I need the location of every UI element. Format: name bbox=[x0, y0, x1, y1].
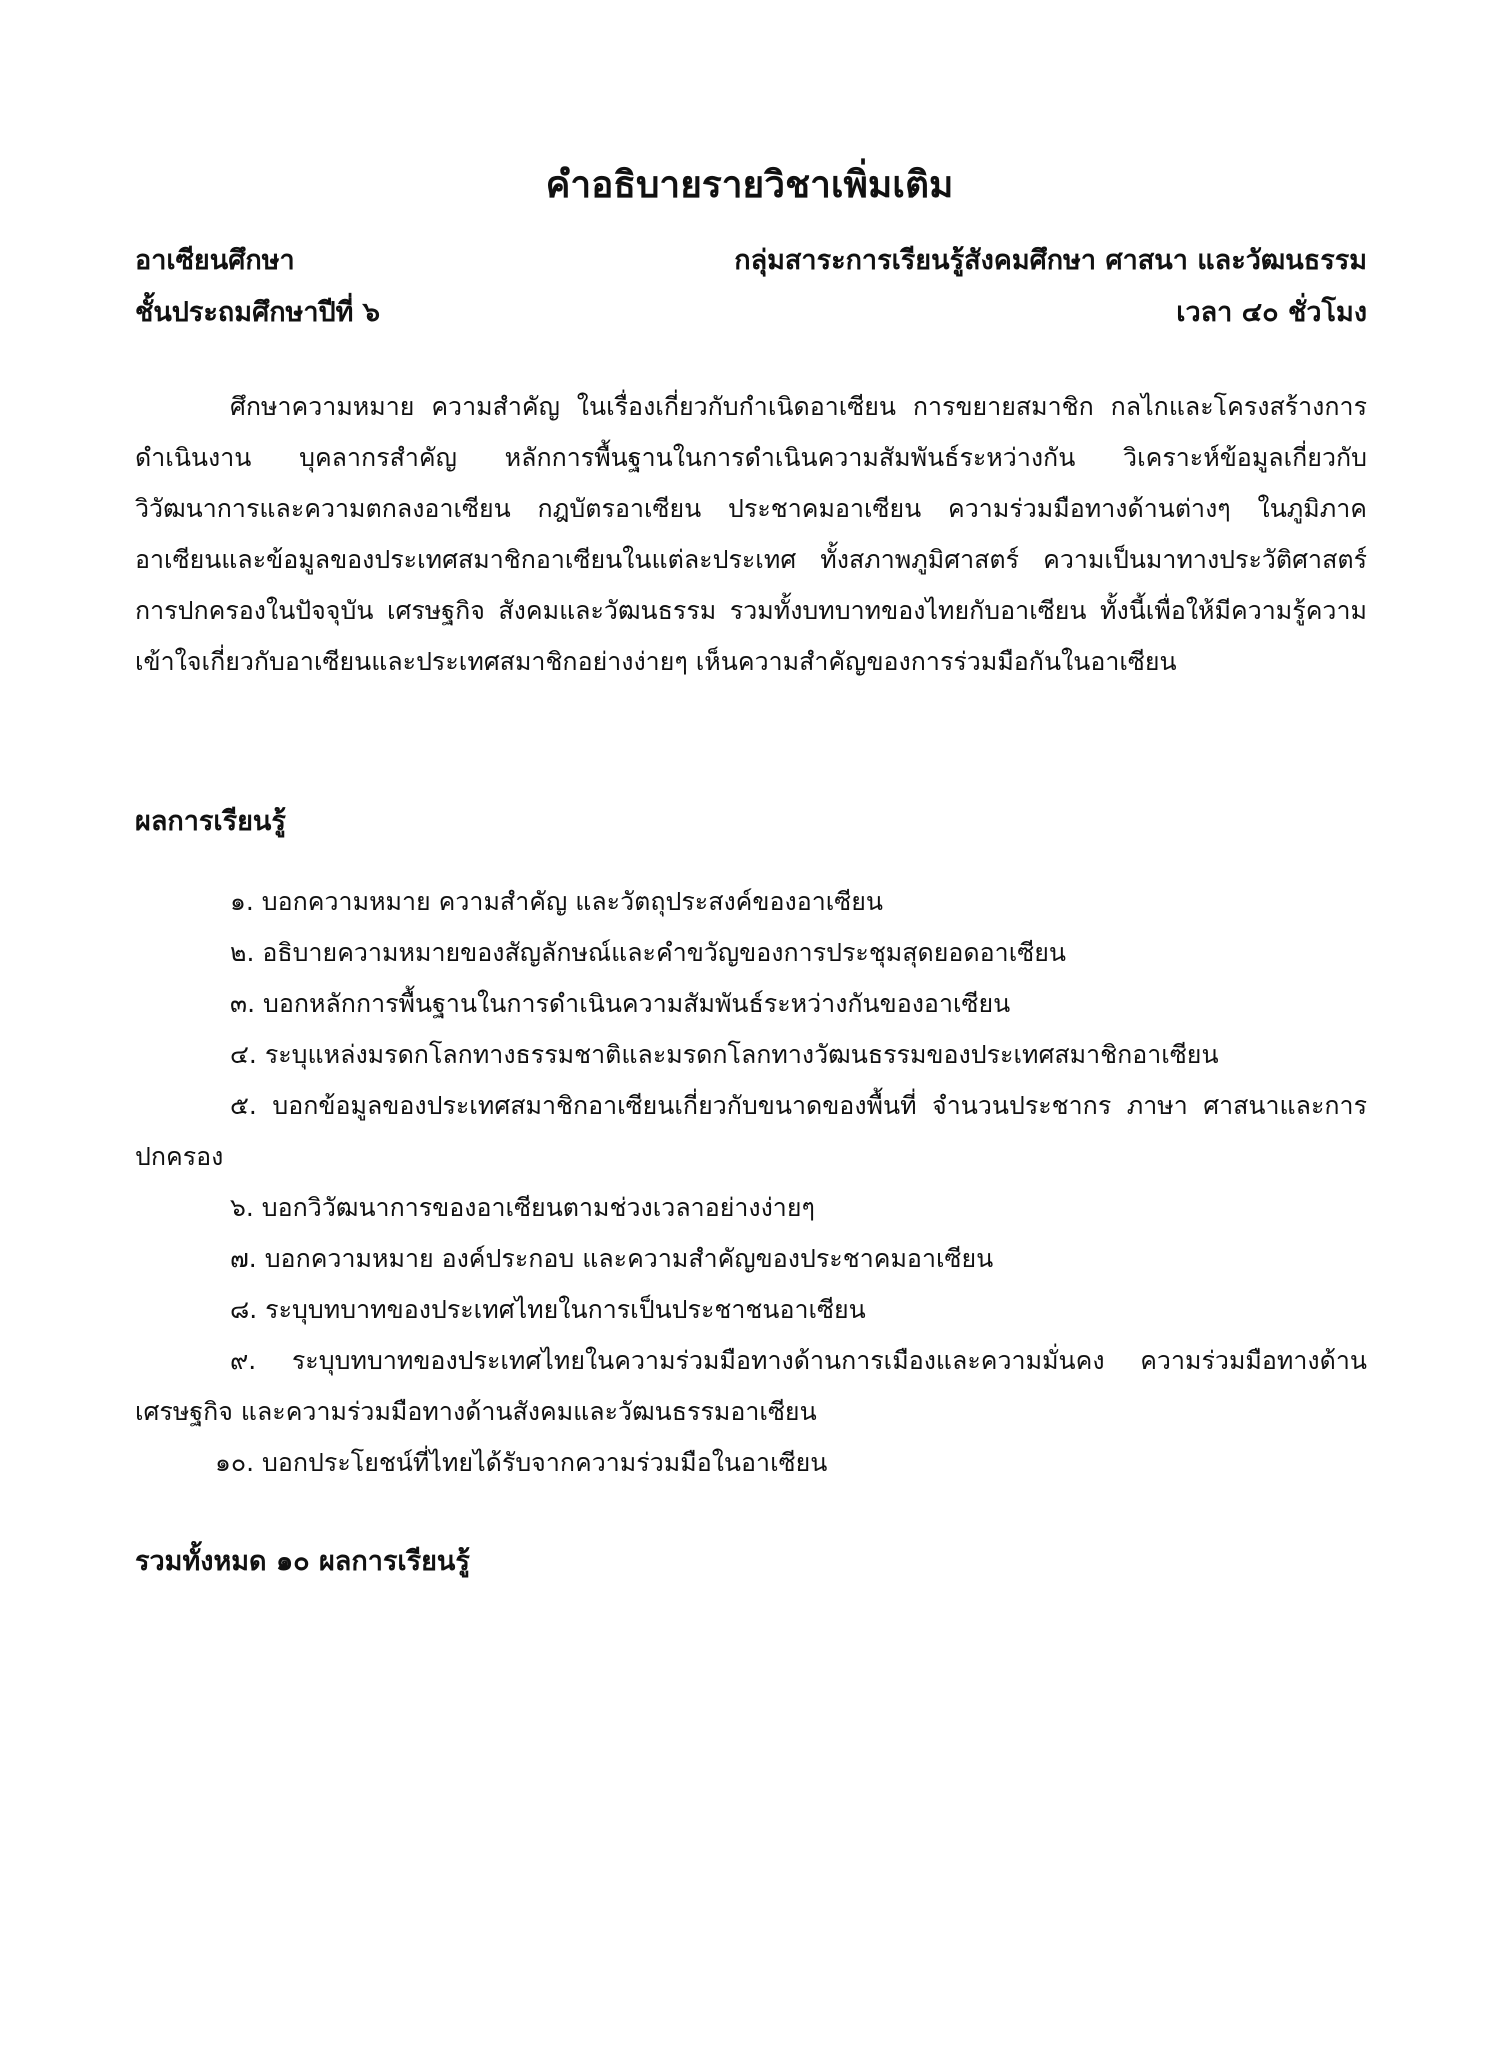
outcome-item: ๕. บอกข้อมูลของประเทศสมาชิกอาเซียนเกี่ยวกับขนาดของพื้นที่ จำนวนประชากร ภาษา ศาสนาและการปกครอง bbox=[135, 1091, 1367, 1171]
course-description: ศึกษาความหมาย ความสำคัญ ในเรื่องเกี่ยวกับกำเนิดอาเซียน การขยายสมาชิก กลไกและโครงสร้างการดำเนินงาน บุคลากรสำคัญ หลักการพื้นฐานในการดำเนินความสัมพันธ์ระหว่างกัน วิเคราะห์ข้อมูลเกี่ยวกับวิวัฒนาการและความตกลงอาเซียน กฎบัตรอาเซียน ประชาคมอาเซียน ความร่วมมือทางด้านต่างๆ ในภูมิภาคอาเซียนและข้อมูลของประเทศสมาชิกอาเซียนในแต่ละประเทศ ทั้งสภาพภูมิศาสตร์ ความเป็นมาทางประวัติศาสตร์ การปกครองในปัจจุบัน เศรษฐกิจ สังคมและวัฒนธรรม รวมทั้งบทบาทของไทยกับอาเซียน ทั้งนี้เพื่อให้มีความรู้ความเข้าใจเกี่ยวกับอาเซียนและประเทศสมาชิกอย่างง่ายๆ เห็นความสำคัญของการร่วมมือกันในอาเซียน bbox=[135, 392, 1367, 676]
outcomes-heading: ผลการเรียนรู้ bbox=[135, 806, 286, 837]
subject-group: กลุ่มสาระการเรียนรู้สังคมศึกษา ศาสนา และวัฒนธรรม bbox=[734, 245, 1367, 276]
course-duration: เวลา ๔๐ ชั่วโมง bbox=[1176, 297, 1367, 328]
course-header-row-2 bbox=[135, 293, 1367, 333]
outcomes-list bbox=[135, 876, 1367, 1488]
outcome-item: ๓. บอกหลักการพื้นฐานในการดำเนินความสัมพันธ์ระหว่างกันของอาเซียน bbox=[230, 989, 1011, 1018]
outcome-item: ๑๐. บอกประโยชน์ที่ไทยได้รับจากความร่วมมือในอาเซียน bbox=[215, 1448, 828, 1477]
course-header-row-1 bbox=[135, 241, 1367, 281]
outcomes-total: รวมทั้งหมด ๑๐ ผลการเรียนรู้ bbox=[135, 1546, 470, 1577]
document-title: คำอธิบายรายวิชาเพิ่มเติม bbox=[545, 163, 954, 206]
outcome-item: ๒. อธิบายความหมายของสัญลักษณ์และคำขวัญของการประชุมสุดยอดอาเซียน bbox=[230, 938, 1066, 967]
outcome-item: ๙. ระบุบทบาทของประเทศไทยในความร่วมมือทางด้านการเมืองและความมั่นคง ความร่วมมือทางด้านเศรษฐกิจ และความร่วมมือทางด้านสังคมและวัฒนธรรมอาเซียน bbox=[135, 1346, 1367, 1426]
grade-level: ชั้นประถมศึกษาปีที่ ๖ bbox=[135, 297, 380, 328]
outcome-item: ๘. ระบุบทบาทของประเทศไทยในการเป็นประชาชนอาเซียน bbox=[230, 1295, 866, 1324]
course-name: อาเซียนศึกษา bbox=[135, 245, 295, 276]
outcome-item: ๗. บอกความหมาย องค์ประกอบ และความสำคัญของประชาคมอาเซียน bbox=[230, 1244, 994, 1273]
outcome-item: ๖. บอกวิวัฒนาการของอาเซียนตามช่วงเวลาอย่างง่ายๆ bbox=[230, 1193, 815, 1222]
outcome-item: ๑. บอกความหมาย ความสำคัญ และวัตถุประสงค์ของอาเซียน bbox=[230, 887, 884, 916]
outcome-item: ๔. ระบุแหล่งมรดกโลกทางธรรมชาติและมรดกโลกทางวัฒนธรรมของประเทศสมาชิกอาเซียน bbox=[230, 1040, 1219, 1069]
